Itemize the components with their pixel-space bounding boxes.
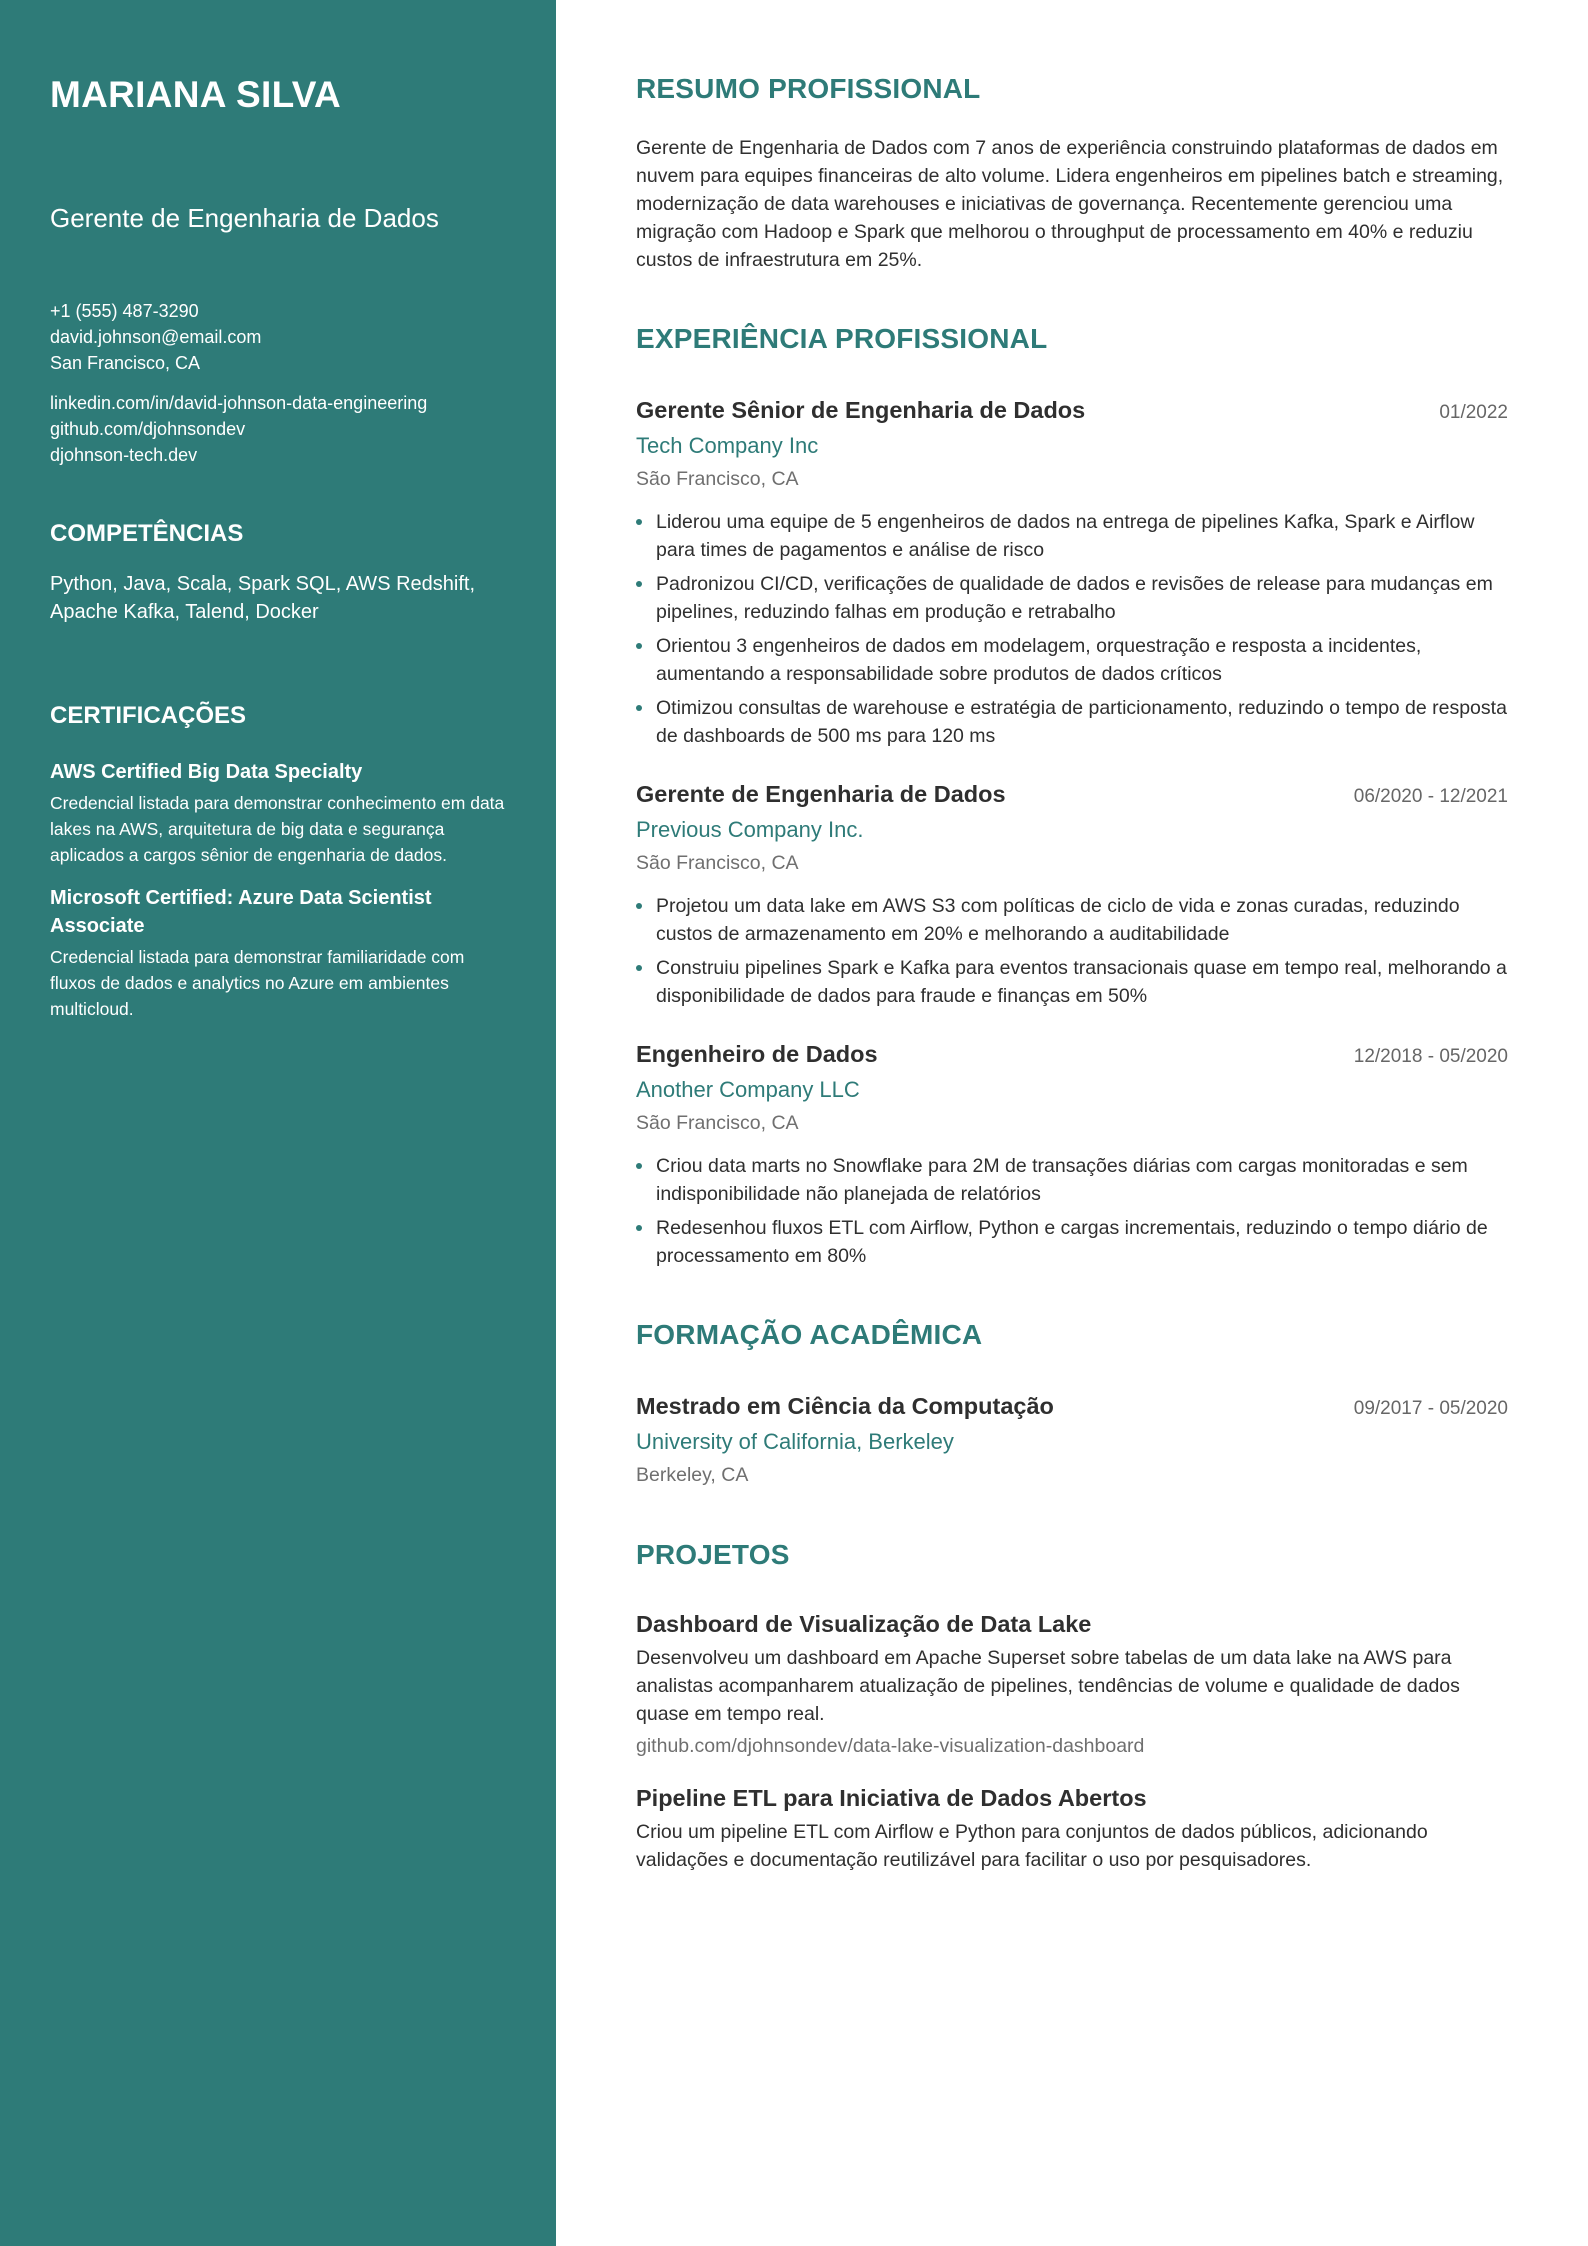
company-name: Tech Company Inc xyxy=(636,433,819,458)
job-entry xyxy=(636,1038,1508,1270)
project-title: Pipeline ETL para Iniciativa de Dados Abertos xyxy=(636,1785,1147,1811)
candidate-title: Gerente de Engenharia de Dados xyxy=(50,203,439,233)
certification-item xyxy=(50,884,506,1022)
summary-section xyxy=(636,70,1508,274)
bullet-item: Projetou um data lake em AWS S3 com políticas de ciclo de vida e zonas curadas, reduzindo custos de armazenamento em 20% e melhorando a auditabilidade xyxy=(636,892,1508,948)
certification-name: Microsoft Certified: Azure Data Scientist Associate xyxy=(50,887,432,937)
education-section xyxy=(636,1316,1508,1490)
projects-heading: PROJETOS xyxy=(636,1539,790,1570)
education-entry xyxy=(636,1390,1508,1490)
project-entry xyxy=(636,1608,1508,1760)
company-name: Previous Company Inc. xyxy=(636,817,864,842)
skills-heading: COMPETÊNCIAS xyxy=(50,520,244,547)
website-link[interactable]: djohnson-tech.dev xyxy=(50,445,198,465)
job-title: Engenheiro de Dados xyxy=(636,1041,878,1067)
candidate-name: MARIANA SILVA xyxy=(50,74,341,115)
certification-description: Credencial listada para demonstrar familiaridade com fluxos de dados e analytics no Azure em ambientes multicloud. xyxy=(50,947,465,1019)
skills-list: Python, Java, Scala, Spark SQL, AWS Redshift, Apache Kafka, Talend, Docker xyxy=(50,573,476,623)
school-name: University of California, Berkeley xyxy=(636,1429,954,1454)
bullet-item: Construiu pipelines Spark e Kafka para eventos transacionais quase em tempo real, melhorando a disponibilidade de dados para fraude e finanças em 50% xyxy=(636,954,1508,1010)
bullet-item: Liderou uma equipe de 5 engenheiros de dados na entrega de pipelines Kafka, Spark e Airflow para times de pagamentos e análise de risco xyxy=(636,508,1508,564)
certifications-heading: CERTIFICAÇÕES xyxy=(50,702,247,729)
job-date: 06/2020 - 12/2021 xyxy=(1353,786,1508,807)
projects-section xyxy=(636,1536,1508,1874)
experience-heading: EXPERIÊNCIA PROFISSIONAL xyxy=(636,323,1048,354)
job-entry xyxy=(636,778,1508,1010)
job-location: São Francisco, CA xyxy=(636,852,799,874)
job-bullets xyxy=(636,892,1508,1010)
job-location: São Francisco, CA xyxy=(636,1112,799,1134)
job-bullets xyxy=(636,508,1508,750)
github-link[interactable]: github.com/djohnsondev xyxy=(50,419,246,439)
education-date: 09/2017 - 05/2020 xyxy=(1353,1398,1508,1419)
sidebar xyxy=(0,0,556,2246)
job-bullets xyxy=(636,1152,1508,1270)
project-description: Desenvolveu um dashboard em Apache Superset sobre tabelas de um data lake na AWS para analistas acompanharem atualização de pipelines, tendências de volume e qualidade de dados quase em tempo real. xyxy=(636,1647,1460,1725)
project-title: Dashboard de Visualização de Data Lake xyxy=(636,1611,1092,1637)
contact-links xyxy=(50,390,506,468)
contact-info xyxy=(50,298,506,376)
job-entry xyxy=(636,394,1508,750)
certification-description: Credencial listada para demonstrar conhecimento em data lakes na AWS, arquitetura de big data e segurança aplicados a cargos sênior de engenharia de dados. xyxy=(50,793,505,865)
education-heading: FORMAÇÃO ACADÊMICA xyxy=(636,1319,983,1350)
bullet-item: Redesenhou fluxos ETL com Airflow, Python e cargas incrementais, reduzindo o tempo diário de processamento em 80% xyxy=(636,1214,1508,1270)
bullet-item: Otimizou consultas de warehouse e estratégia de particionamento, reduzindo o tempo de resposta de dashboards de 500 ms para 120 ms xyxy=(636,694,1508,750)
project-link[interactable]: github.com/djohnsondev/data-lake-visualization-dashboard xyxy=(636,1735,1145,1757)
job-location: São Francisco, CA xyxy=(636,468,799,490)
job-title: Gerente de Engenharia de Dados xyxy=(636,781,1006,807)
project-description: Criou um pipeline ETL com Airflow e Python para conjuntos de dados públicos, adicionando validações e documentação reutilizável para facilitar o uso por pesquisadores. xyxy=(636,1821,1428,1871)
project-entry xyxy=(636,1782,1508,1874)
main-content xyxy=(636,0,1508,1874)
phone-text: +1 (555) 487-3290 xyxy=(50,301,199,321)
location-text: San Francisco, CA xyxy=(50,353,201,373)
bullet-item: Criou data marts no Snowflake para 2M de transações diárias com cargas monitoradas e sem indisponibilidade não planejada de relatórios xyxy=(636,1152,1508,1208)
company-name: Another Company LLC xyxy=(636,1077,860,1102)
linkedin-link[interactable]: linkedin.com/in/david-johnson-data-engineering xyxy=(50,393,428,413)
email-link[interactable]: david.johnson@email.com xyxy=(50,327,262,347)
degree-title: Mestrado em Ciência da Computação xyxy=(636,1393,1054,1419)
summary-heading: RESUMO PROFISSIONAL xyxy=(636,73,981,104)
job-date: 12/2018 - 05/2020 xyxy=(1353,1046,1508,1067)
school-location: Berkeley, CA xyxy=(636,1464,749,1486)
certification-item xyxy=(50,758,506,868)
experience-section xyxy=(636,320,1508,1270)
certification-name: AWS Certified Big Data Specialty xyxy=(50,761,363,783)
job-date: 01/2022 xyxy=(1439,402,1508,423)
bullet-item: Orientou 3 engenheiros de dados em modelagem, orquestração e resposta a incidentes, aumentando a responsabilidade sobre produtos de dados críticos xyxy=(636,632,1508,688)
job-title: Gerente Sênior de Engenharia de Dados xyxy=(636,397,1086,423)
summary-text: Gerente de Engenharia de Dados com 7 anos de experiência construindo plataformas de dados em nuvem para equipes financeiras de alto volume. Lidera engenheiros em pipelines batch e streaming, modernização de data warehouses e iniciativas de governança. Recentemente gerenciou uma migração com Hadoop e Spark que melhorou o throughput de processamento em 40% e reduziu custos de infraestrutura em 25%. xyxy=(636,137,1504,271)
bullet-item: Padronizou CI/CD, verificações de qualidade de dados e revisões de release para mudanças em pipelines, reduzindo falhas em produção e retrabalho xyxy=(636,570,1508,626)
